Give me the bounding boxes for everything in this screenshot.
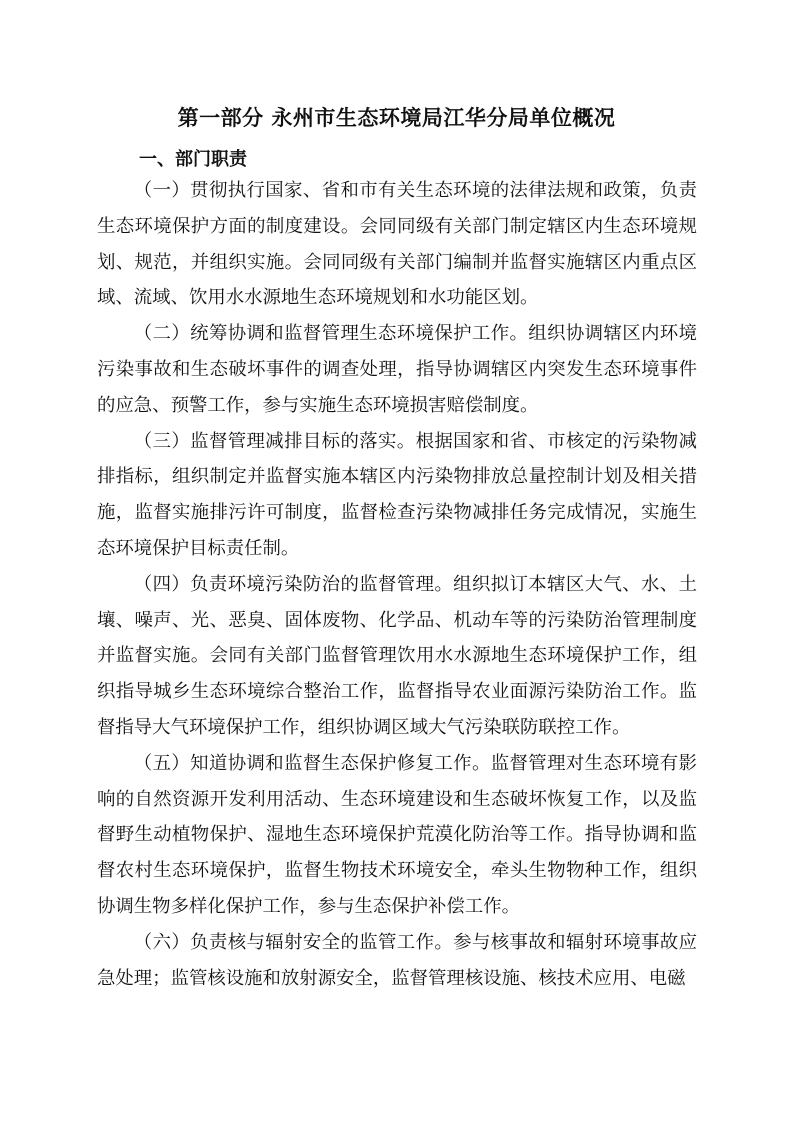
document-title: 第一部分 永州市生态环境局江华分局单位概况	[177, 106, 616, 130]
paragraph-4: （四）负责环境污染防治的监督管理。组织拟订本辖区大气、水、土壤、噪声、光、恶臭、固体废物、化学品、机动车等的污染防治管理制度并监督实施。会同有关部门监督管理饮用水水源地生态环境保护工作，组织指导城乡生态环境综合整治工作，监督指导农业面源污染防治工作。监督指导大气环境保护工作，组织协调区域大气污染联防联控工作。	[97, 573, 697, 738]
body-text	[97, 173, 697, 996]
paragraph-5: （五）知道协调和监督生态保护修复工作。监督管理对生态环境有影响的自然资源开发利用活动、生态环境建设和生态破坏恢复工作，以及监督野生动植物保护、湿地生态环境保护荒漠化防治等工作。指导协调和监督农村生态环境保护，监督生物技术环境安全，牵头生物物种工作，组织协调生物多样化保护工作，参与生态保护补偿工作。	[97, 752, 697, 917]
paragraph-2: （二）统筹协调和监督管理生态环境保护工作。组织协调辖区内环境污染事故和生态破坏事件的调查处理，指导协调辖区内突发生态环境事件的应急、预警工作，参与实施生态环境损害赔偿制度。	[97, 323, 697, 416]
section-heading: 一、部门职责	[139, 149, 247, 170]
paragraph-6: （六）负责核与辐射安全的监管工作。参与核事故和辐射环境事故应急处理；监管核设施和放射源安全，监督管理核设施、核技术应用、电磁	[97, 931, 697, 989]
paragraph-3: （三）监督管理减排目标的落实。根据国家和省、市核定的污染物减排指标，组织制定并监督实施本辖区内污染物排放总量控制计划及相关措施，监督实施排污许可制度，监督检查污染物减排任务完成情况，实施生态环境保护目标责任制。	[97, 430, 697, 559]
paragraph-1: （一）贯彻执行国家、省和市有关生态环境的法律法规和政策，负责生态环境保护方面的制度建设。会同同级有关部门制定辖区内生态环境规划、规范，并组织实施。会同同级有关部门编制并监督实施辖区内重点区域、流域、饮用水水源地生态环境规划和水功能区划。	[97, 180, 697, 309]
